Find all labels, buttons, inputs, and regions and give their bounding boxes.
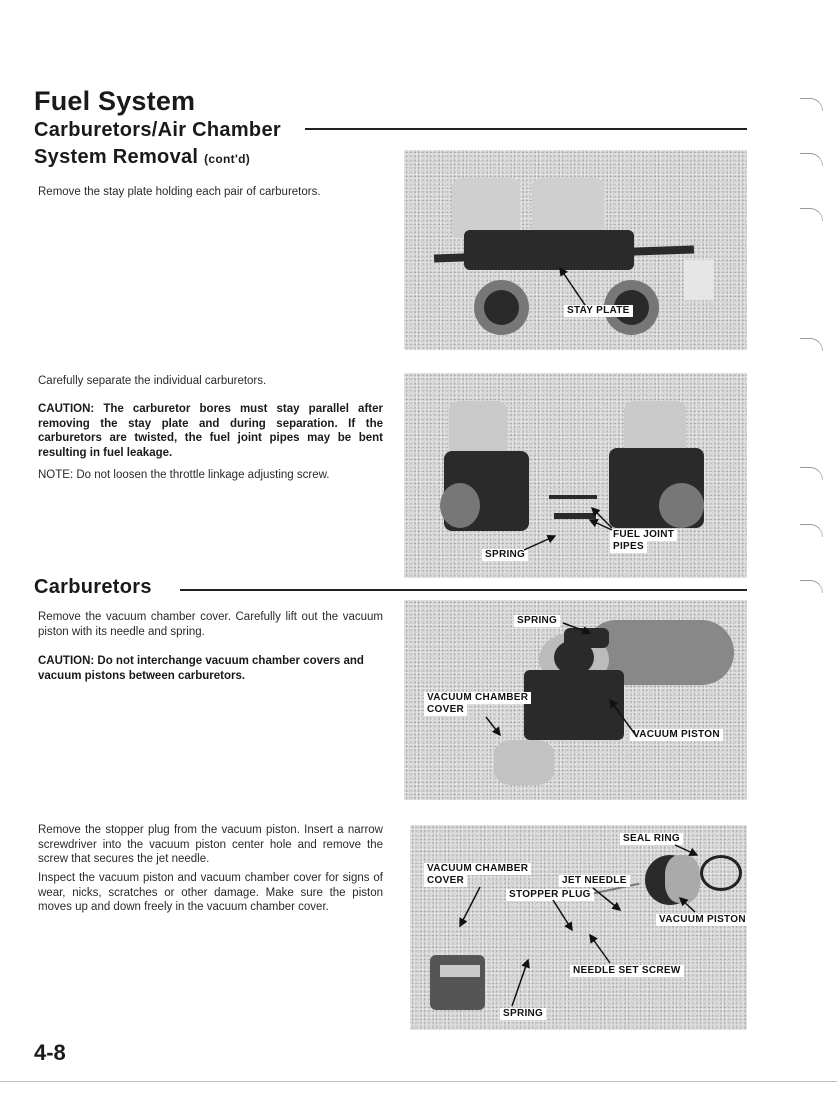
label-stay-plate: STAY PLATE <box>564 305 633 317</box>
page-number: 4-8 <box>34 1040 66 1065</box>
step-inspect-piston: Inspect the vacuum piston and vacuum chamber cover for signs of wear, nicks, scratches or other damage. Make sure the piston moves up and down freely in the vacuum chamber cover. <box>38 872 383 913</box>
section-heading-carburetors: Carburetors <box>34 576 152 598</box>
label-vacuum-chamber: VACUUM CHAMBER <box>424 692 531 704</box>
label-vacuum-piston: VACUUM PISTON <box>630 729 723 741</box>
arrow-cover-fig4 <box>460 887 480 926</box>
label-jet-needle: JET NEEDLE <box>559 875 630 887</box>
arrow-jet-needle <box>593 888 620 910</box>
caution-parallel-bores: CAUTION: The carburetor bores must stay parallel after removing the stay plate and during separation. If the carburetors are twisted, the fuel joint pipes may be bent resulting in fuel leakage. <box>38 403 383 459</box>
contd-label: (cont'd) <box>204 152 251 166</box>
arrow-vacuum-piston-fig4 <box>680 898 695 912</box>
section-heading-text: System Removal <box>34 146 199 168</box>
label-pipes: PIPES <box>610 541 647 553</box>
page-title: Fuel System <box>34 86 196 116</box>
arrow-stay-plate <box>560 268 585 305</box>
label-stopper-plug: STOPPER PLUG <box>506 889 594 901</box>
arrow-cover-fig3 <box>486 717 500 735</box>
label-seal-ring: SEAL RING <box>620 833 683 845</box>
arrow-stopper-plug <box>553 900 572 930</box>
label-needle-set-screw: NEEDLE SET SCREW <box>570 965 684 977</box>
label-spring: SPRING <box>500 1008 546 1020</box>
label-fuel-joint: FUEL JOINT <box>610 529 677 541</box>
label-vacuum-piston: VACUUM PISTON <box>656 914 747 926</box>
label-cover: COVER <box>424 704 467 716</box>
arrow-spring-fig2 <box>524 536 555 550</box>
label-spring: SPRING <box>482 549 528 561</box>
arrow-seal-ring <box>675 845 697 855</box>
arrow-vacuum-piston-fig3 <box>610 700 637 737</box>
label-cover: COVER <box>424 875 467 887</box>
label-spring: SPRING <box>514 615 560 627</box>
step-remove-stay-plate: Remove the stay plate holding each pair of carburetors. <box>38 186 321 198</box>
note-throttle-linkage: NOTE: Do not loosen the throttle linkage adjusting screw. <box>38 469 330 481</box>
footer-scan-line <box>0 1081 837 1082</box>
step-remove-vacuum-chamber-cover: Remove the vacuum chamber cover. Carefully lift out the vacuum piston with its needle and spring. <box>38 611 383 638</box>
arrow-spring-fig3 <box>563 623 590 633</box>
caution-interchange: CAUTION: Do not interchange vacuum chamber covers and vacuum pistons between carburetors. <box>38 655 364 682</box>
arrow-spring-fig4 <box>512 960 528 1006</box>
step-remove-stopper-plug: Remove the stopper plug from the vacuum piston. Insert a narrow screwdriver into the vacuum piston center hole and remove the screw that secures the jet needle. <box>38 824 383 865</box>
arrow-needle-set-screw <box>590 935 610 963</box>
step-separate-carburetors: Carefully separate the individual carburetors. <box>38 375 267 387</box>
section-heading-line1: Carburetors/Air Chamber <box>34 119 281 141</box>
label-vacuum-chamber: VACUUM CHAMBER <box>424 863 531 875</box>
